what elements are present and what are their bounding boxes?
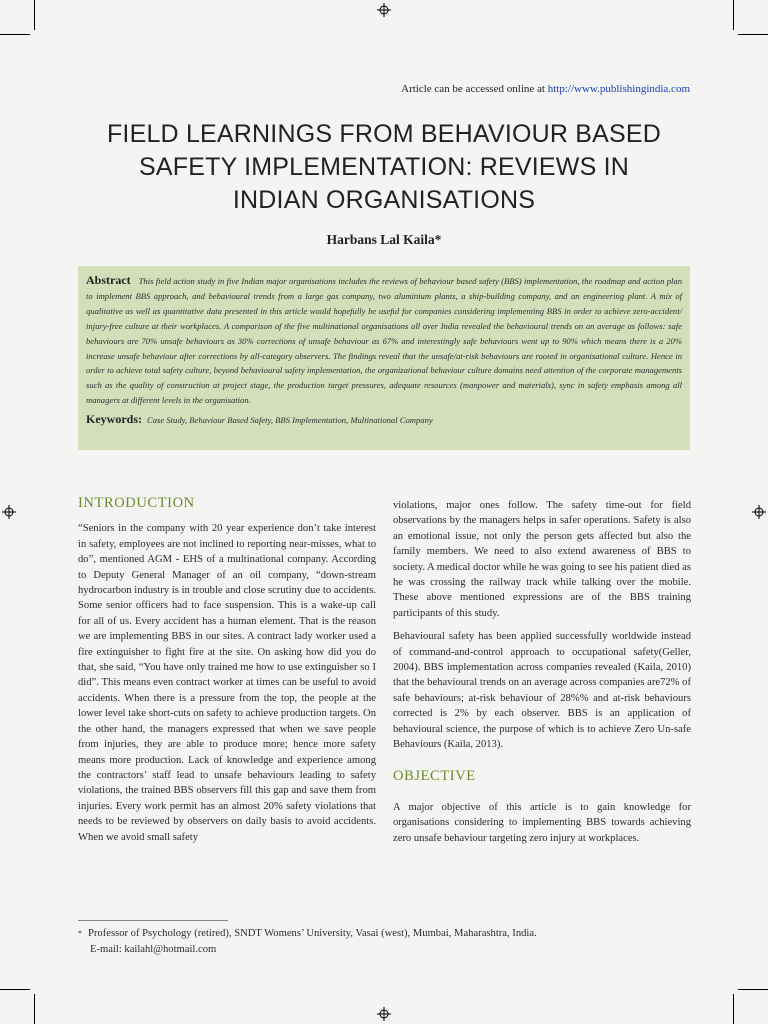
abstract-paragraph <box>86 273 682 408</box>
crop-mark-bottom-right-v <box>733 994 734 1024</box>
registration-mark-bottom <box>377 1007 391 1021</box>
right-paragraph-2: Behavioural safety has been applied successfully worldwide instead of command-and-control approach to occupational safety(Geller, 2004). BBS implementation across companies revealed (Kaila, 2010) that the behavioural trends on an average across companies are72% of safe behaviours; at-risk behaviour of 28%% and at-risk behaviours corrected is 2% by each observer. BBS is an application of behavioural science, the purpose of which is to achieve Zero Un-safe Behaviours (Kaila, 2013). <box>393 631 691 751</box>
introduction-paragraph: “Seniors in the company with 20 year experience don’t take interest in safety, employees are not inclined to reporting near-misses, what to do”, mentioned AGM - EHS of a multinational company. According to Deputy General Manager of an oil company, “down-stream hydrocarbon industry is in trouble and close scrutiny due to accidents. Some senior officers had to face suspension. This is a wake-up call for all of us. Every accident has a human element. That is the reason we are implementing BBS in our sites. A contract lady worker used a fire extinguisher to fight fire at the site. On asking how did you do that, she said, “You have only trained me how to use extinguisher so I did”. This means even contract worker at times can be useful to avoid accidents. When there is a pressure from the top, the people at the lower level take short-cuts on safety to achieve production targets. On the other hand, the managers expressed that when we save people from injuries, they are able to produce more; hence more safety means more production. Lack of knowledge and experience among the contractors’ staff lead to unsafe behaviours leading to safety violations, the trained BBS observers fill this gap and save them from injuries. Every work permit has an almost 20% safety violations that needs to be reviewed by observers on daily basis to avoid accidents. When we avoid small safety <box>78 523 376 843</box>
access-line <box>401 83 690 95</box>
author-name: Harbans Lal Kaila* <box>326 232 442 247</box>
abstract-text: This field action study in five Indian major organisations includes the reviews of behaviour based safety (BBS) implementation, the roadmap and action plan to implement BBS approach, and behavioural trends from a large gas company, two aluminium plants, a ship-building company, and an engineering plant. A mix of qualitative as well as quantitative data presented in this article would hopefully be useful for companies considering implementing BBS in order to achieve zero-accident/ injury-free culture at their workplaces. A comparison of the five multinational organisations all over India revealed the behavioural trends on an average as follows: safe behaviours are 70% unsafe behaviours as 30% corrections of unsafe behaviour as 67% and interestingly safe behaviours went up to 90% which means there is a 20% increase unsafe behaviour after corrections by all-category observers. The findings reveal that the unsafe/at-risk behaviours are rooted in organisational culture. Hence in order to achieve total safety culture, beyond behavioural safety implementation, the organizational behaviour culture domains need attention of the corporate managements such as the quality of construction at project stage, the production target pressures, adequate resources (manpower and materials), sync in safety emphasis among all managers at different levels in the organisation. <box>86 276 682 406</box>
introduction-heading: INTRODUCTION <box>78 495 195 511</box>
registration-mark-left <box>2 505 16 519</box>
right-column <box>393 498 691 854</box>
keywords-line <box>86 412 682 427</box>
crop-mark-bottom-right-h <box>738 989 768 990</box>
footnote-marker: * <box>78 929 82 938</box>
article-title: FIELD LEARNINGS FROM BEHAVIOUR BASED SAFETY IMPLEMENTATION: REVIEWS IN INDIAN ORGANISATIONS <box>106 120 662 214</box>
crop-mark-top-left-h <box>0 34 30 35</box>
right-paragraph-1: violations, major ones follow. The safety time-out for field observations by the managers helps in safer operations. Safety is also an emotional issue, not only the person gets affected but also the family members. We need to also extend awareness of BBS to society. A medical doctor while he was going to see his patient died as he was crossing the railway track while talking over the mobile. These above mentioned expressions are of the BBS training participants of this study. <box>393 500 691 619</box>
footnote-affiliation <box>78 926 690 942</box>
crop-mark-top-left-v <box>34 0 35 30</box>
crop-mark-top-right-v <box>733 0 734 30</box>
keywords-text: Case Study, Behaviour Based Safety, BBS Implementation, Multinational Company <box>147 415 433 426</box>
abstract-label: Abstract <box>86 273 131 287</box>
registration-mark-right <box>752 505 766 519</box>
footnote-rule <box>78 920 228 921</box>
crop-mark-bottom-left-h <box>0 989 30 990</box>
publisher-link[interactable]: http://www.publishingindia.com <box>547 83 690 95</box>
access-prefix: Article can be accessed online at <box>401 83 548 95</box>
footnote <box>78 926 690 958</box>
keywords-label: Keywords: <box>86 412 142 427</box>
footnote-email: E-mail: kailahl@hotmail.com <box>90 944 217 955</box>
crop-mark-bottom-left-v <box>34 994 35 1024</box>
objective-heading: OBJECTIVE <box>393 767 476 784</box>
objective-paragraph: A major objective of this article is to gain knowledge for organisations considering to implementing BBS towards achieving zero unsafe behaviour targeting zero injury at workplaces. <box>393 801 691 844</box>
footnote-affiliation-text: Professor of Psychology (retired), SNDT Womens’ University, Vasai (west), Mumbai, Maharashtra, India. <box>88 928 537 939</box>
registration-mark-top <box>377 3 391 17</box>
abstract-box <box>78 266 690 450</box>
left-column <box>78 496 376 853</box>
crop-mark-top-right-h <box>738 34 768 35</box>
